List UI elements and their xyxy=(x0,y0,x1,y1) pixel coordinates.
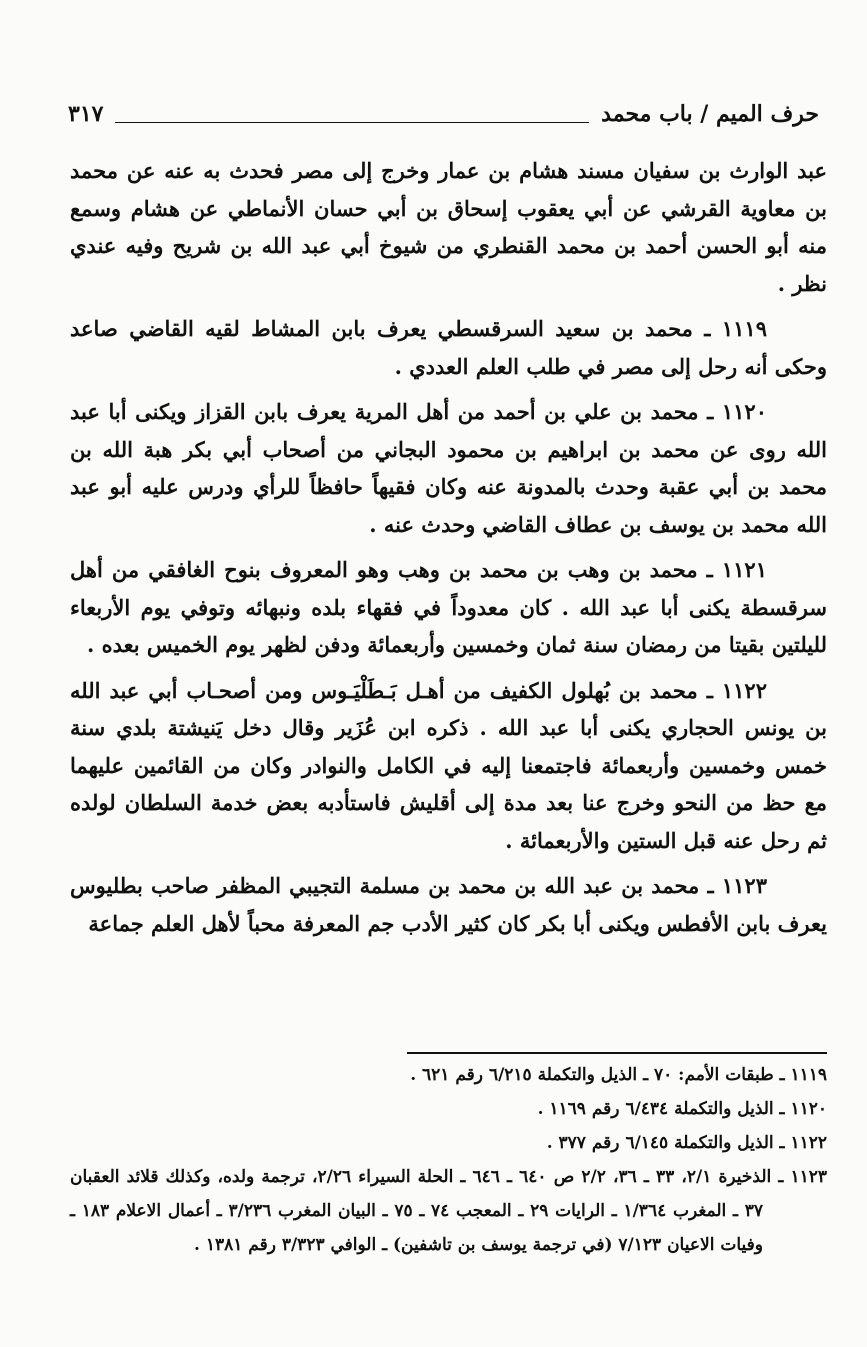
entry-1123: ١١٢٣ ـ محمد بن عبد الله بن محمد بن مسلمة التجيبي المظفر صاحب بطليوس يعرف بابن الأفطس ويكنى أبا بكر كان كثير الأدب جم المعرفة محباً لأهل العلم جماعة xyxy=(70,873,827,936)
footnotes xyxy=(70,1058,827,1262)
footnote-separator xyxy=(407,1052,827,1054)
footnote-1119: ١١١٩ ـ طبقات الأمم: ٧٠ ـ الذيل والتكملة ٦/٢١٥ رقم ٦٢١ . xyxy=(410,1065,827,1085)
continuation-paragraph: عبد الوارث بن سفيان مسند هشام بن عمار وخرج إلى مصر فحدث به عنه عن محمد بن معاوية القرشي عن أبي يعقوب إسحاق بن أبي حسان الأنماطي عن هشام وسمع منه أبو الحسن أحمد بن محمد القنطري من شيوخ أبي عبد الله بن شريح وفيه عندي نظر . xyxy=(70,158,827,296)
footnote-1122: ١١٢٢ ـ الذيل والتكملة ٦/١٤٥ رقم ٣٧٧ . xyxy=(546,1133,827,1153)
running-head-title: حرف الميم / باب محمد xyxy=(601,101,819,127)
footnote-1120: ١١٢٠ ـ الذيل والتكملة ٦/٤٣٤ رقم ١١٦٩ . xyxy=(537,1099,827,1119)
entry-1122: ١١٢٢ ـ محمد بن بُهلول الكفيف من أهـل بَـطَلْيَـوس ومن أصحـاب أبي عبد الله بن يونس الحجاري يكنى أبا عبد الله . ذكره ابن عُزَير وقال دخل يَنيشتة بلدي سنة خمس وخمسين وأربعمائة فاجتمعنا إليه في الكامل والنوادر وكان من القائمين عليهما مع حظ من النحو وخرج عنا بعد مدة إلى أقليش فاستأدبه بعض خدمة السلطان لولده ثم رحل عنه قبل الستين والأربعمائة . xyxy=(70,677,827,853)
running-head xyxy=(68,96,819,132)
entry-1119: ١١١٩ ـ محمد بن سعيد السرقسطي يعرف بابن المشاط لقيه القاضي صاعد وحكى أنه رحل إلى مصر في طلب العلم العددي . xyxy=(70,316,827,379)
entry-1121: ١١٢١ ـ محمد بن وهب بن محمد بن وهب وهو المعروف بنوح الغافقي من أهل سرقسطة يكنى أبا عبد الله . كان معدوداً في فقهاء بلده ونبهائه وتوفي يوم الأربعاء لليلتين بقيتا من رمضان سنة ثمان وخمسين وأربعمائة ودفن لظهر يوم الخميس بعده . xyxy=(70,557,827,657)
header-rule xyxy=(115,106,589,123)
page-number: ٣١٧ xyxy=(68,101,104,127)
main-text xyxy=(70,152,827,950)
footnote-1123: ١١٢٣ ـ الذخيرة ٢/١، ٣٣ ـ ٣٦، ٢/٢ ص ٦٤٠ ـ ٦٤٦ ـ الحلة السيراء ٢/٢٦، ترجمة ولده، وكذلك قلائد العقبان ٣٧ ـ المغرب ١/٣٦٤ ـ الرايات ٢٩ ـ المعجب ٧٤ ـ ٧٥ ـ البيان المغرب ٣/٢٣٦ ـ أعمال الاعلام ١٨٣ ـ وفيات الاعيان ٧/١٢٣ (في ترجمة يوسف بن تاشفين) ـ الوافي ٣/٣٢٣ رقم ١٣٨١ . xyxy=(70,1167,828,1255)
entry-1120: ١١٢٠ ـ محمد بن علي بن أحمد من أهل المرية يعرف بابن القزاز ويكنى أبا عبد الله روى عن محمد بن ابراهيم بن محمود البجاني من أصحاب أبي بكر هبة الله بن محمد بن أبي عقبة وحدث بالمدونة عنه وكان فقيهاً حافظاً للرأي ودرس عليه أبو عبد الله محمد بن يوسف بن عطاف القاضي وحدث عنه . xyxy=(70,399,827,537)
